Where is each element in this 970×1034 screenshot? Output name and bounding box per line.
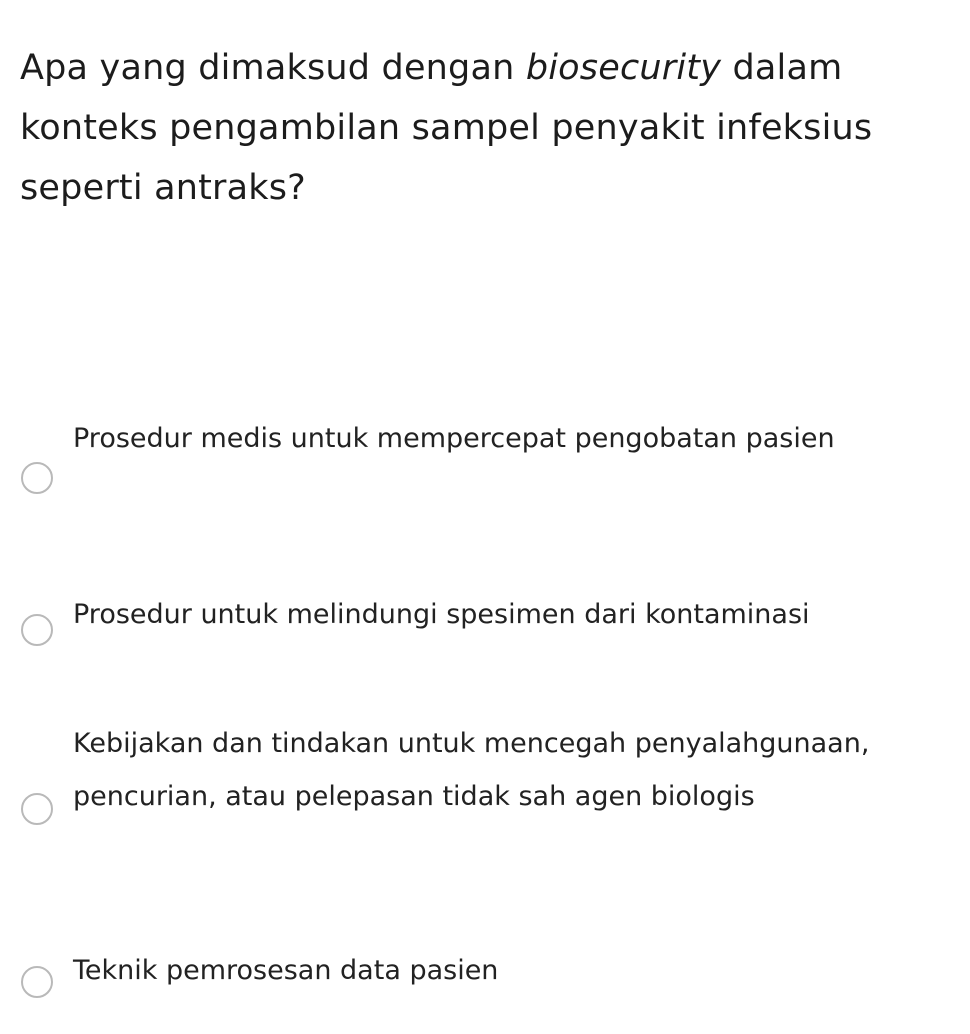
question-prefix: Apa yang dimaksud dengan <box>20 48 526 88</box>
question-text <box>20 38 960 218</box>
answer-option-label: Kebijakan dan tindakan untuk mencegah penyalahgunaan, pencurian, atau pelepasan tidak sah agen biologis <box>73 728 870 812</box>
answer-option-1[interactable] <box>0 412 970 522</box>
radio-button-icon[interactable] <box>21 966 53 998</box>
answer-option-2[interactable] <box>0 588 970 648</box>
radio-button-icon[interactable] <box>21 793 53 825</box>
answer-option-3[interactable] <box>0 717 970 877</box>
question-suffix: dalam konteks pengambilan sampel penyakit infeksius seperti antraks? <box>20 48 873 208</box>
answer-option-label: Prosedur medis untuk mempercepat pengobatan pasien <box>73 423 835 454</box>
answer-option-4[interactable] <box>0 944 970 1004</box>
radio-button-icon[interactable] <box>21 462 53 494</box>
answer-option-label: Teknik pemrosesan data pasien <box>73 955 499 986</box>
radio-button-icon[interactable] <box>21 614 53 646</box>
answer-option-label: Prosedur untuk melindungi spesimen dari kontaminasi <box>73 599 810 630</box>
question-emphasis: biosecurity <box>525 48 722 88</box>
